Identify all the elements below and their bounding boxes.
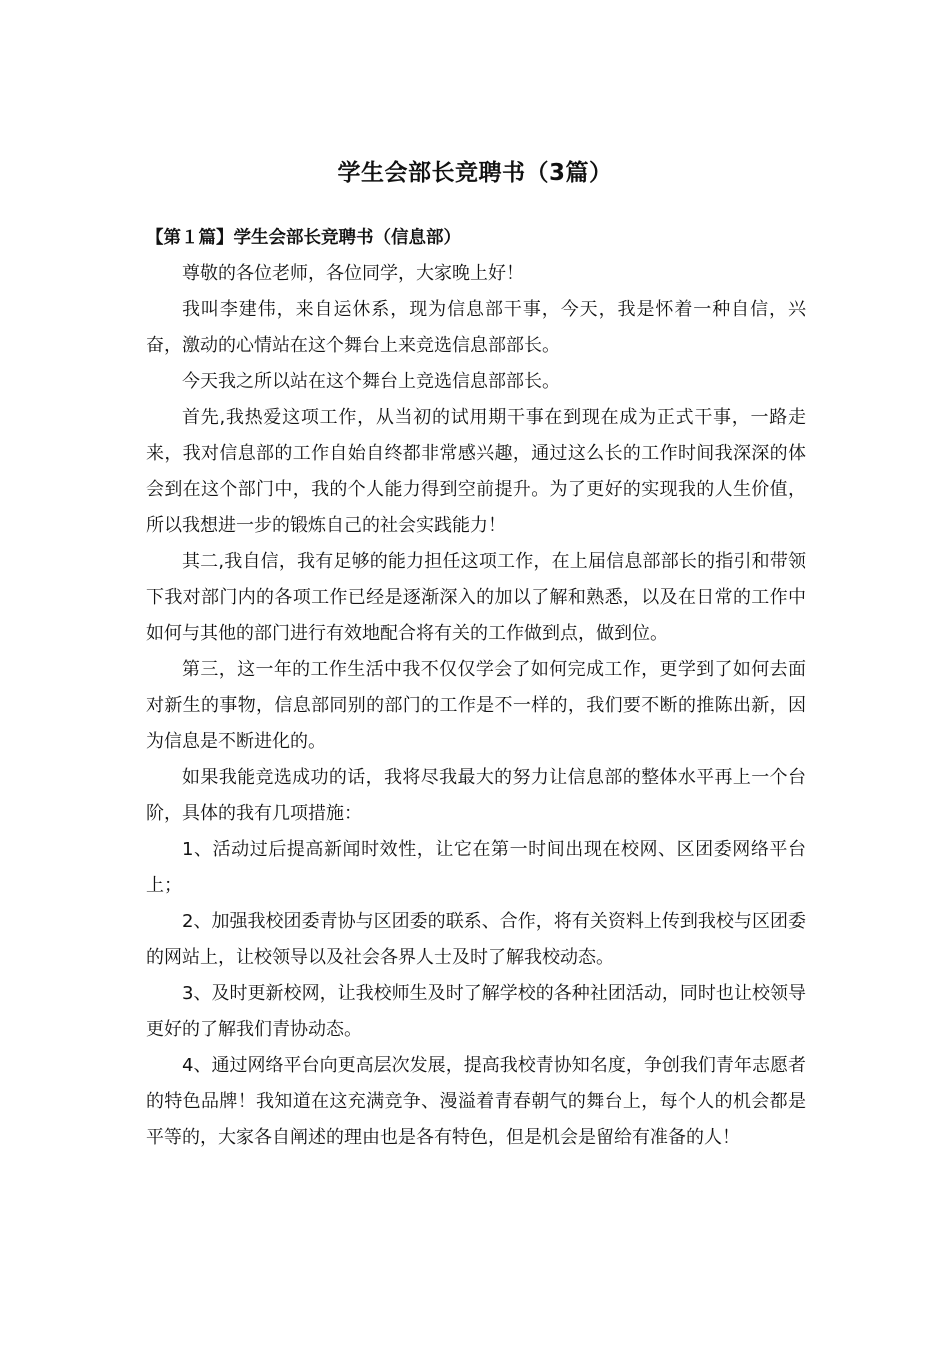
paragraph-measures-intro: 如果我能竞选成功的话，我将尽我最大的努力让信息部的整体水平再上一个台阶，具体的我有几项措施： [146, 767, 806, 824]
paragraph-introduction: 我叫李建伟，来自运休系，现为信息部干事，今天，我是怀着一种自信，兴奋，激动的心情站在这个舞台上来竞选信息部部长。 [146, 299, 806, 356]
paragraph-measure-4: 4、通过网络平台向更高层次发展，提高我校青协知名度，争创我们青年志愿者的特色品牌！我知道在这充满竞争、漫溢着青春朝气的舞台上，每个人的机会都是平等的，大家各自阐述的理由也是各有特色，但是机会是留给有准备的人！ [146, 1055, 806, 1148]
paragraph-reason-second: 其二,我自信，我有足够的能力担任这项工作，在上届信息部部长的指引和带领下我对部门内的各项工作已经是逐渐深入的加以了解和熟悉，以及在日常的工作中如何与其他的部门进行有效地配合将有关的工作做到点，做到位。 [146, 551, 806, 644]
paragraph-measure-1: 1、活动过后提高新闻时效性，让它在第一时间出现在校网、区团委网络平台上； [146, 839, 806, 896]
paragraph-measure-2: 2、加强我校团委青协与区团委的联系、合作，将有关资料上传到我校与区团委的网站上，让校领导以及社会各界人士及时了解我校动态。 [146, 911, 806, 968]
document-title: 学生会部长竞聘书（3篇） [337, 160, 613, 186]
paragraph-reason-intro: 今天我之所以站在这个舞台上竞选信息部部长。 [182, 371, 560, 392]
document-body [146, 220, 806, 1156]
paragraph-measure-3: 3、及时更新校网，让我校师生及时了解学校的各种社团活动，同时也让校领导更好的了解我们青协动态。 [146, 983, 806, 1040]
paragraph-greeting: 尊敬的各位老师，各位同学，大家晚上好！ [182, 263, 524, 284]
paragraph-reason-third: 第三，这一年的工作生活中我不仅仅学会了如何完成工作，更学到了如何去面对新生的事物，信息部同别的部门的工作是不一样的，我们要不断的推陈出新，因为信息是不断进化的。 [146, 659, 806, 752]
section-heading: 【第１篇】学生会部长竞聘书（信息部） [146, 228, 461, 248]
paragraph-reason-first: 首先,我热爱这项工作，从当初的试用期干事在到现在成为正式干事，一路走来，我对信息部的工作自始自终都非常感兴趣，通过这么长的工作时间我深深的体会到在这个部门中，我的个人能力得到空前提升。为了更好的实现我的人生价值，所以我想进一步的锻炼自己的社会实践能力！ [146, 407, 806, 536]
